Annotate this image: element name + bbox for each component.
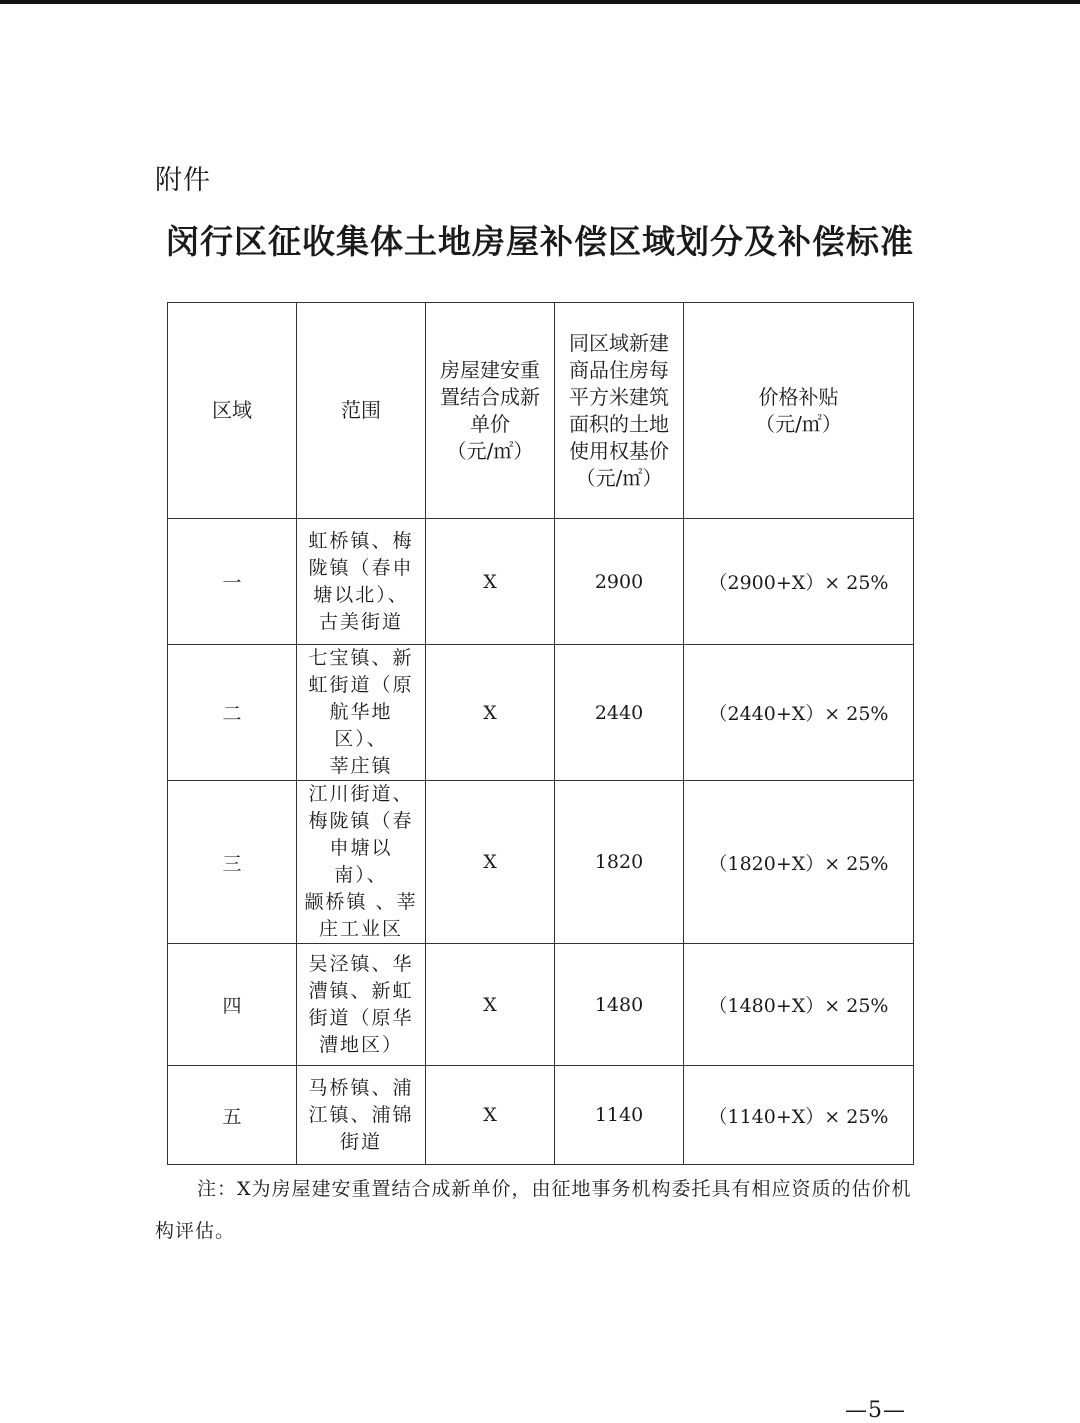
base-price-cell: 1480	[555, 944, 684, 1066]
zone-cell: 一	[168, 519, 297, 645]
header-line: （元/㎡）	[755, 411, 842, 436]
base-price-cell: 2440	[555, 645, 684, 781]
header-land-base-price	[555, 303, 684, 519]
unit-price-cell: X	[426, 519, 555, 645]
table-row	[168, 944, 914, 1066]
page-number: —5—	[845, 1398, 906, 1423]
header-line: 房屋建安重	[440, 357, 540, 382]
header-line: 价格补贴	[758, 384, 839, 409]
zone-cell: 三	[168, 781, 297, 944]
subsidy-cell: （2900+X）× 25%	[684, 519, 914, 645]
header-line: 单价	[470, 411, 510, 436]
table-row	[168, 781, 914, 944]
subsidy-cell: （1820+X）× 25%	[684, 781, 914, 944]
header-line: 商品住房每	[569, 357, 669, 382]
attachment-label: 附件	[155, 165, 211, 196]
table-row	[168, 645, 914, 781]
unit-price-cell: X	[426, 1066, 555, 1165]
table-body	[168, 519, 914, 1165]
scope-cell: 虹桥镇、梅 陇镇（春申 塘以北）、 古美街道	[297, 519, 426, 645]
zone-cell: 二	[168, 645, 297, 781]
table-header-row	[168, 303, 914, 519]
zone-cell: 四	[168, 944, 297, 1066]
header-line: 范围	[341, 398, 381, 422]
unit-price-cell: X	[426, 781, 555, 944]
base-price-cell: 2900	[555, 519, 684, 645]
top-border	[0, 0, 1080, 4]
zone-cell: 五	[168, 1066, 297, 1165]
unit-price-cell: X	[426, 944, 555, 1066]
compensation-table	[167, 302, 914, 1165]
scope-cell: 江川街道、 梅陇镇（春 申塘以南）、 颛桥镇 、莘 庄工业区	[297, 781, 426, 944]
subsidy-cell: （2440+X）× 25%	[684, 645, 914, 781]
subsidy-cell: （1140+X）× 25%	[684, 1066, 914, 1165]
document-title: 闵行区征收集体土地房屋补偿区域划分及补偿标准	[166, 222, 914, 261]
scope-cell: 吴泾镇、华 漕镇、新虹 街道（原华 漕地区）	[297, 944, 426, 1066]
header-line: 平方米建筑	[569, 384, 669, 409]
scope-cell: 七宝镇、新 虹街道（原 航华地区）、 莘庄镇	[297, 645, 426, 781]
footnote: 注：X为房屋建安重置结合成新单价，由征地事务机构委托具有相应资质的估价机构评估。	[155, 1178, 912, 1242]
header-line: 置结合成新	[440, 384, 540, 409]
header-unit-price	[426, 303, 555, 519]
table-row	[168, 519, 914, 645]
header-price-subsidy	[684, 303, 914, 519]
base-price-cell: 1140	[555, 1066, 684, 1165]
base-price-cell: 1820	[555, 781, 684, 944]
scope-cell: 马桥镇、浦 江镇、浦锦 街道	[297, 1066, 426, 1165]
header-line: （元/㎡）	[446, 438, 534, 463]
unit-price-cell: X	[426, 645, 555, 781]
header-line: 使用权基价	[569, 438, 669, 463]
header-line: 面积的土地	[569, 411, 669, 436]
header-zone	[168, 303, 297, 519]
header-line: （元/㎡）	[575, 465, 663, 490]
subsidy-cell: （1480+X）× 25%	[684, 944, 914, 1066]
header-line: 区域	[212, 398, 252, 422]
table-row	[168, 1066, 914, 1165]
header-scope	[297, 303, 426, 519]
header-line: 同区域新建	[569, 330, 669, 355]
